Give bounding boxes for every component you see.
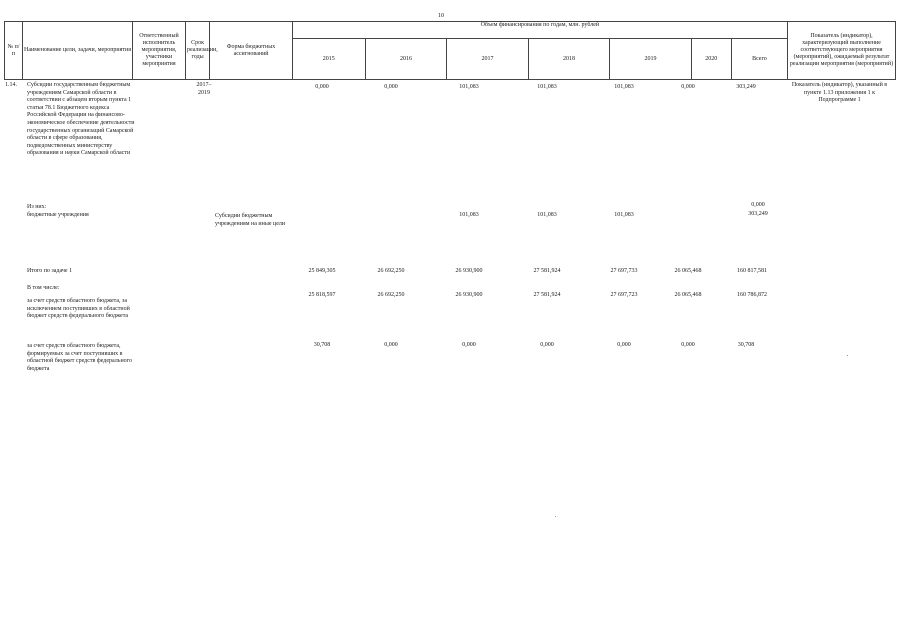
value-2019: 101,083 [614,84,634,90]
value-2015: 25 849,305 [308,268,336,274]
table-header [4,21,896,80]
value-total-top: 0,000 [751,202,765,208]
value-2019: 101,083 [614,212,634,218]
value-2017: 101,083 [459,84,479,90]
header-total: Всего [731,39,787,80]
value-total: 30,708 [737,342,755,348]
value-2018: 27 581,924 [533,268,561,274]
form-text: Субсидии бюджетным учреждениям на иные цели [215,213,286,227]
value-2017: 26 930,900 [455,292,483,298]
value-2016: 0,000 [384,342,398,348]
header-year: 2015 [292,39,365,80]
indicator-text: Показатель (индикатор), указанный в пункте 1.13 приложения 1 к Подпрограмме 1 [791,82,888,104]
value-2020: 0,000 [681,84,695,90]
value-2020: 26 065,468 [674,268,702,274]
total-label: Итого по задаче 1 [27,268,73,274]
value-2015: 25 818,597 [308,292,336,298]
header-year: 2017 [447,39,528,80]
of-them-label: Из них: [27,204,47,210]
value-2016: 0,000 [384,84,398,90]
scan-speck [555,516,556,517]
value-2018: 101,083 [537,212,557,218]
header-year: 2019 [610,39,691,80]
header-num: № п/п [5,22,23,80]
value-2020: 26 065,468 [674,292,702,298]
value-total: 303,249 [736,84,756,90]
value-2017: 101,083 [459,212,479,218]
value-total: 303,249 [748,211,768,217]
including-label: В том числе: [27,285,60,291]
header-name: Наименование цели, задачи, мероприятия [22,22,132,80]
value-2017: 0,000 [462,342,476,348]
row-number: 1.14. [5,82,17,88]
value-2018: 27 581,924 [533,292,561,298]
header-year: 2016 [365,39,446,80]
header-volume: Объем финансирования по годам, млн. рублей [292,22,787,39]
header-executor: Ответственный исполнитель мероприятия, участники мероприятия [133,22,186,80]
row-name: Субсидии государственным бюджетным учреждениям Самарской области в соответствии с абзацем вторым пункта 1 статьи 78.1 Бюджетного кодекса Российской Федерации на финансово-экономическое обеспечение деятельности государственных организаций Самарской области в сфере образования, подведомственных министерству образования и науки Самарской области [27,82,135,157]
value-2015: 30,708 [313,342,331,348]
header-form: Форма бюджетных ассигнований [210,22,293,80]
value-2018: 101,083 [537,84,557,90]
value-2019: 27 697,733 [610,268,638,274]
row-term: 2017–2019 [196,82,212,96]
value-2019: 27 697,723 [610,292,638,298]
value-2017: 26 930,900 [455,268,483,274]
value-2018: 0,000 [540,342,554,348]
value-2016: 26 692,250 [377,292,405,298]
value-total: 160 817,581 [737,268,767,274]
header-term: Срок реализации, годы [185,22,209,80]
page-number: 10 [438,13,444,19]
value-2020: 0,000 [681,342,695,348]
value-total: 160 786,872 [737,292,767,298]
federal-budget-label: за счет средств областного бюджета, формируемых за счет поступивших в областной бюджет средств федерального бюджета [27,343,132,372]
header-indicator: Показатель (индикатор), характеризующий выполнение соответствующего мероприятия (мероприятий), ожидаемый результат реализации мероприятия (мероприятий) [787,22,895,80]
value-2019: 0,000 [617,342,631,348]
regional-budget-label: за счет средств областного бюджета, за исключением поступивших в областной бюджет средств федерального бюджета [27,298,130,320]
value-2016: 26 692,250 [377,268,405,274]
value-2015: 0,000 [315,84,329,90]
scan-speck [847,355,848,356]
budget-institutions-label: бюджетные учреждения [27,212,89,218]
header-year: 2020 [691,39,731,80]
header-year: 2018 [528,39,609,80]
